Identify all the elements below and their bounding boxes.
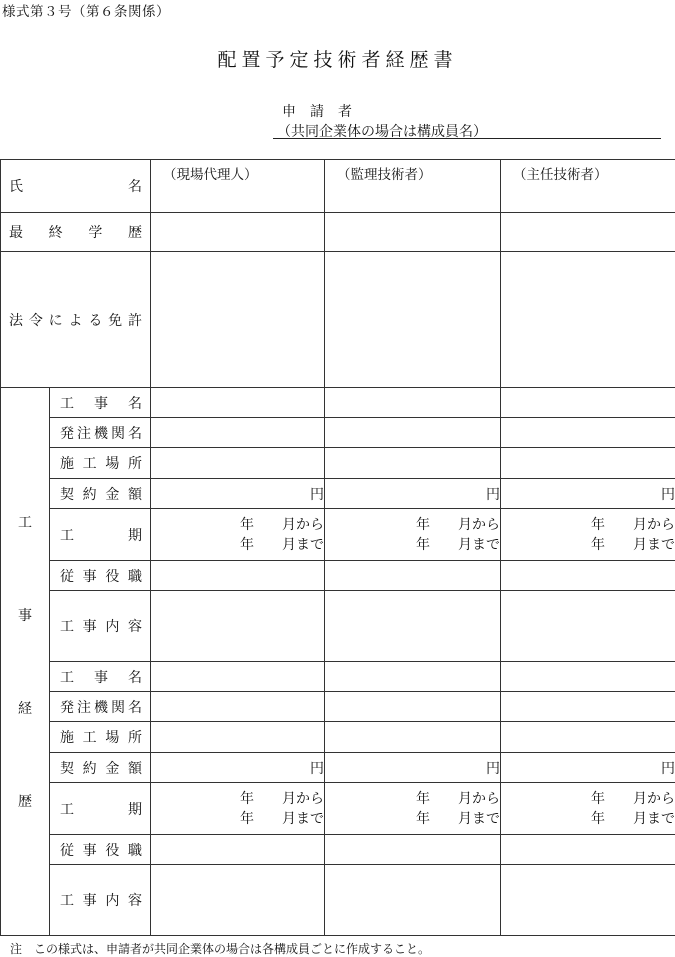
label-char: 機 [94, 425, 108, 442]
amount-cell[interactable] [151, 479, 325, 509]
period-from: 年 月から [240, 516, 324, 533]
client-label [50, 418, 151, 448]
role-cell[interactable] [151, 835, 325, 865]
location-label [50, 722, 151, 753]
label-char: 関 [111, 425, 125, 442]
period-to: 年 月まで [416, 536, 500, 553]
label-char: 役 [105, 842, 120, 859]
location-cell[interactable] [151, 722, 325, 753]
period-to: 年 月まで [591, 810, 675, 827]
period-from: 年 月から [240, 790, 324, 807]
period-to: 年 月まで [591, 536, 675, 553]
label-char: 金 [105, 760, 120, 777]
period-to: 年 月まで [240, 810, 324, 827]
label-char: 事 [82, 842, 97, 859]
project-name-cell[interactable] [501, 662, 675, 692]
content-label [50, 591, 151, 662]
location-cell[interactable] [325, 722, 501, 753]
yen-unit: 円 [310, 486, 324, 503]
education-cell[interactable] [151, 213, 325, 252]
period-cell[interactable] [151, 783, 325, 835]
label-char: 場 [105, 730, 120, 746]
label-char: 注 [77, 425, 91, 442]
content-cell[interactable] [325, 865, 501, 936]
label-char: 事 [82, 619, 97, 635]
column-header-supervising-engineer: （監理技術者） [337, 167, 432, 183]
label-char: 工 [60, 395, 74, 412]
project-name-cell[interactable] [151, 662, 325, 692]
location-label [50, 448, 151, 479]
education-cell[interactable] [325, 213, 501, 252]
period-cell[interactable] [501, 783, 675, 835]
content-cell[interactable] [501, 591, 675, 662]
label-char: 許 [127, 312, 142, 329]
content-label [50, 865, 151, 936]
label-char: 職 [127, 842, 142, 859]
label-char: 金 [105, 486, 120, 503]
content-cell[interactable] [151, 865, 325, 936]
label-char: 役 [105, 568, 120, 585]
period-from: 年 月から [591, 516, 675, 533]
label-char: 工 [82, 456, 97, 472]
license-cell[interactable] [151, 252, 325, 388]
label-char: 内 [105, 893, 120, 909]
license-cell[interactable] [501, 252, 675, 388]
location-cell[interactable] [501, 448, 675, 479]
project-name-cell[interactable] [325, 388, 501, 418]
label-char: 容 [127, 619, 142, 635]
label-char: 令 [28, 312, 43, 329]
label-char: 最 [9, 225, 23, 241]
content-cell[interactable] [325, 591, 501, 662]
education-label-cell [1, 213, 151, 252]
label-char: 所 [127, 730, 142, 746]
client-label [50, 692, 151, 722]
role-label [50, 835, 151, 865]
period-label [50, 509, 151, 561]
label-char: 約 [82, 486, 97, 503]
label-char: 名 [128, 425, 142, 442]
document-title: 配置予定技術者経歴書 [217, 49, 458, 71]
location-cell[interactable] [325, 448, 501, 479]
label-char: 場 [105, 456, 120, 472]
label-char: 従 [60, 568, 74, 585]
yen-unit: 円 [661, 760, 675, 777]
project-name-cell[interactable] [325, 662, 501, 692]
label-char: 名 [128, 699, 142, 716]
applicant-label: 申 請 者 [282, 104, 352, 120]
label-char: 工 [18, 514, 32, 531]
period-to: 年 月まで [416, 810, 500, 827]
project-name-label [50, 388, 151, 418]
label-char: 事 [82, 893, 97, 909]
role-cell[interactable] [151, 561, 325, 591]
label-char: 学 [88, 225, 103, 241]
label-char: る [88, 312, 103, 329]
amount-cell[interactable] [325, 753, 501, 783]
project-name-cell[interactable] [151, 388, 325, 418]
client-cell[interactable] [151, 418, 325, 448]
yen-unit: 円 [486, 486, 500, 503]
amount-label [50, 479, 151, 509]
label-char: 工 [60, 893, 74, 909]
client-cell[interactable] [325, 418, 501, 448]
period-from: 年 月から [416, 790, 500, 807]
role-cell[interactable] [325, 835, 501, 865]
career-table [0, 159, 675, 936]
location-cell[interactable] [501, 722, 675, 753]
label-char: 内 [105, 619, 120, 635]
column-header-chief-engineer: （主任技術者） [513, 167, 608, 183]
period-cell[interactable] [151, 509, 325, 561]
period-cell[interactable] [325, 783, 501, 835]
role-label [50, 561, 151, 591]
label-char: 契 [60, 486, 74, 503]
label-char: 関 [111, 699, 125, 716]
client-cell[interactable] [501, 418, 675, 448]
column-header-site-agent: （現場代理人） [163, 167, 258, 183]
yen-unit: 円 [486, 760, 500, 777]
period-label [50, 783, 151, 835]
project-name-cell[interactable] [501, 388, 675, 418]
work-history-label [1, 388, 50, 936]
label-char: 工 [60, 801, 74, 818]
content-cell[interactable] [151, 591, 325, 662]
label-char: 注 [77, 699, 91, 716]
amount-cell[interactable] [501, 753, 675, 783]
label-char: 免 [108, 312, 123, 329]
label-char: 事 [94, 669, 108, 686]
license-cell[interactable] [325, 252, 501, 388]
label-char: 経 [18, 701, 32, 718]
label-char: 歴 [18, 794, 32, 811]
label-char: 終 [48, 225, 63, 241]
period-cell[interactable] [501, 509, 675, 561]
label-char: 名 [128, 669, 142, 686]
label-char: 所 [127, 456, 142, 472]
role-cell[interactable] [325, 561, 501, 591]
amount-label [50, 753, 151, 783]
label-char: 従 [60, 842, 74, 859]
label-char: 法 [9, 312, 23, 329]
site-agent-name-cell[interactable] [151, 160, 325, 213]
label-char: 期 [128, 801, 142, 818]
label-char: 職 [127, 568, 142, 585]
label-char: 施 [60, 456, 74, 472]
supervising-engineer-name-cell[interactable] [325, 160, 501, 213]
amount-cell[interactable] [151, 753, 325, 783]
role-cell[interactable] [501, 835, 675, 865]
label-char: 発 [60, 699, 74, 716]
period-cell[interactable] [325, 509, 501, 561]
content-cell[interactable] [501, 865, 675, 936]
label-char: 名 [128, 395, 142, 412]
label-char: 工 [60, 669, 74, 686]
period-from: 年 月から [591, 790, 675, 807]
license-label-cell [1, 252, 151, 388]
label-char: 約 [82, 760, 97, 777]
amount-cell[interactable] [501, 479, 675, 509]
label-char: 歴 [127, 225, 142, 241]
yen-unit: 円 [310, 760, 324, 777]
role-cell[interactable] [501, 561, 675, 591]
footnote: 注 この様式は、申請者が共同企業体の場合は各構成員ごとに作成すること。 [10, 942, 431, 956]
label-char: 機 [94, 699, 108, 716]
label-char: 事 [82, 568, 97, 585]
applicant-note: （共同企業体の場合は構成員名） [277, 124, 487, 140]
label-char: 工 [60, 527, 74, 544]
client-cell[interactable] [501, 692, 675, 722]
client-cell[interactable] [325, 692, 501, 722]
label-char: よ [68, 312, 83, 329]
location-cell[interactable] [151, 448, 325, 479]
label-char: 事 [18, 607, 32, 624]
label-char: 施 [60, 730, 74, 746]
chief-engineer-name-cell[interactable] [501, 160, 675, 213]
applicant-signature-line[interactable] [273, 138, 661, 139]
project-name-label [50, 662, 151, 692]
label-char: 額 [127, 486, 142, 503]
amount-cell[interactable] [325, 479, 501, 509]
education-cell[interactable] [501, 213, 675, 252]
client-cell[interactable] [151, 692, 325, 722]
form-number: 様式第３号（第６条関係） [2, 4, 170, 20]
label-char: 発 [60, 425, 74, 442]
label-char: 額 [127, 760, 142, 777]
name-label-char: 氏 [9, 179, 23, 195]
yen-unit: 円 [661, 486, 675, 503]
label-char: に [48, 312, 63, 329]
label-char: 工 [82, 730, 97, 746]
name-label-cell [1, 160, 151, 213]
label-char: 工 [60, 619, 74, 635]
period-to: 年 月まで [240, 536, 324, 553]
label-char: 事 [94, 395, 108, 412]
name-label-char: 名 [128, 179, 142, 195]
label-char: 容 [127, 893, 142, 909]
label-char: 期 [128, 527, 142, 544]
label-char: 契 [60, 760, 74, 777]
period-from: 年 月から [416, 516, 500, 533]
